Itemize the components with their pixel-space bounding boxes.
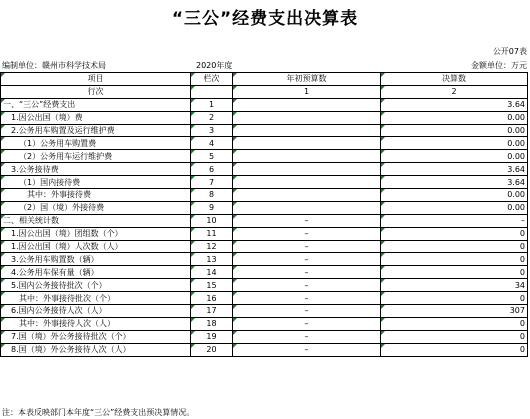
amount-unit: 金额单位：万元 bbox=[471, 61, 527, 70]
row-item: 1.因公出国（境）人次数（人） bbox=[1, 240, 191, 253]
row-budget: – bbox=[233, 240, 381, 253]
table-row bbox=[1, 343, 528, 356]
header-item: 项目 bbox=[1, 73, 191, 86]
row-final: 0.00 bbox=[381, 137, 528, 150]
row-budget: – bbox=[233, 214, 381, 227]
compiling-unit: 编制单位：赣州市科学技术局 bbox=[2, 61, 106, 70]
table-row bbox=[1, 305, 528, 318]
row-budget bbox=[233, 137, 381, 150]
row-item: 1.因公出国（境）费 bbox=[1, 111, 191, 124]
row-final: 307 bbox=[381, 305, 528, 318]
table-row bbox=[1, 227, 528, 240]
row-item: 二、相关统计数 bbox=[1, 214, 191, 227]
row-final: 3.64 bbox=[381, 163, 528, 176]
row-column-no: 12 bbox=[191, 240, 233, 253]
row-column-no: 14 bbox=[191, 266, 233, 279]
row-item: 1.因公出国（境）团组数（个） bbox=[1, 227, 191, 240]
row-column-no: 3 bbox=[191, 124, 233, 137]
row-budget: – bbox=[233, 266, 381, 279]
footnote: 注：本表反映部门本年度“三公”经费支出预决算情况。 bbox=[2, 408, 195, 417]
row-final: 0 bbox=[381, 330, 528, 343]
row-budget bbox=[233, 176, 381, 189]
row-budget: – bbox=[233, 253, 381, 266]
row-final: – bbox=[381, 214, 528, 227]
row-budget: – bbox=[233, 330, 381, 343]
row-budget: – bbox=[233, 317, 381, 330]
table-row bbox=[1, 240, 528, 253]
row-column-no: 1 bbox=[191, 98, 233, 111]
table-row bbox=[1, 124, 528, 137]
row-item: 7.国（境）外公务接待批次（个） bbox=[1, 330, 191, 343]
row-item: 4.公务用车保有量（辆） bbox=[1, 266, 191, 279]
row-budget bbox=[233, 111, 381, 124]
row-column-no: 2 bbox=[191, 111, 233, 124]
index-column-no bbox=[191, 85, 233, 98]
row-final: 0.00 bbox=[381, 124, 528, 137]
row-column-no: 11 bbox=[191, 227, 233, 240]
table-row bbox=[1, 98, 528, 111]
row-column-no: 13 bbox=[191, 253, 233, 266]
row-final: 3.64 bbox=[381, 98, 528, 111]
row-item: 一、“三公”经费支出 bbox=[1, 98, 191, 111]
row-item: （2）国（境）外接待费 bbox=[1, 201, 191, 214]
row-final: 0.00 bbox=[381, 189, 528, 202]
row-item: （1）国内接待费 bbox=[1, 176, 191, 189]
row-item: 2.公务用车购置及运行维护费 bbox=[1, 124, 191, 137]
form-number: 公开07表 bbox=[492, 47, 527, 56]
row-final: 0 bbox=[381, 240, 528, 253]
fiscal-year: 2020年度 bbox=[196, 61, 233, 70]
row-column-no: 6 bbox=[191, 163, 233, 176]
row-item: （1）公务用车购置费 bbox=[1, 137, 191, 150]
header-column-no: 栏次 bbox=[191, 73, 233, 86]
row-budget bbox=[233, 201, 381, 214]
row-final: 0 bbox=[381, 227, 528, 240]
table-row bbox=[1, 266, 528, 279]
table-row bbox=[1, 176, 528, 189]
row-item: 3.公务接待费 bbox=[1, 163, 191, 176]
table-row bbox=[1, 111, 528, 124]
table-row bbox=[1, 189, 528, 202]
row-column-no: 7 bbox=[191, 176, 233, 189]
table-row bbox=[1, 214, 528, 227]
row-column-no: 18 bbox=[191, 317, 233, 330]
row-column-no: 19 bbox=[191, 330, 233, 343]
table-row bbox=[1, 201, 528, 214]
row-item: 5.国内公务接待批次（个） bbox=[1, 279, 191, 292]
row-budget bbox=[233, 124, 381, 137]
row-item: 其中：外事接待费 bbox=[1, 189, 191, 202]
row-column-no: 15 bbox=[191, 279, 233, 292]
row-item: 6.国内公务接待人次（人） bbox=[1, 305, 191, 318]
row-final: 0 bbox=[381, 343, 528, 356]
row-budget: – bbox=[233, 292, 381, 305]
table-row bbox=[1, 279, 528, 292]
meta-line bbox=[0, 60, 530, 72]
row-budget: – bbox=[233, 227, 381, 240]
row-budget: – bbox=[233, 343, 381, 356]
header-final: 决算数 bbox=[381, 73, 528, 86]
row-budget bbox=[233, 163, 381, 176]
page-title: “三公”经费支出决算表 bbox=[171, 9, 359, 29]
row-column-no: 4 bbox=[191, 137, 233, 150]
row-final: 0.00 bbox=[381, 150, 528, 163]
row-budget bbox=[233, 150, 381, 163]
row-final: 3.64 bbox=[381, 176, 528, 189]
row-item: 3.公务用车购置数（辆） bbox=[1, 253, 191, 266]
row-budget: – bbox=[233, 279, 381, 292]
row-item: 其中：外事接待人次（人） bbox=[1, 317, 191, 330]
table-row bbox=[1, 253, 528, 266]
table-row bbox=[1, 137, 528, 150]
row-column-no: 5 bbox=[191, 150, 233, 163]
index-label: 行次 bbox=[1, 85, 191, 98]
row-final: 0.00 bbox=[381, 201, 528, 214]
row-item: （2）公务用车运行维护费 bbox=[1, 150, 191, 163]
row-column-no: 8 bbox=[191, 189, 233, 202]
table-row bbox=[1, 163, 528, 176]
row-final: 34 bbox=[381, 279, 528, 292]
index-budget: 1 bbox=[233, 85, 381, 98]
table-row bbox=[1, 330, 528, 343]
row-column-no: 16 bbox=[191, 292, 233, 305]
table-index-row bbox=[1, 85, 528, 98]
row-final: 0 bbox=[381, 317, 528, 330]
table-header-row bbox=[1, 73, 528, 86]
row-final: 0.00 bbox=[381, 111, 528, 124]
row-final: 0 bbox=[381, 266, 528, 279]
index-final: 2 bbox=[381, 85, 528, 98]
table-row bbox=[1, 292, 528, 305]
expense-table bbox=[0, 72, 528, 357]
table-row bbox=[1, 317, 528, 330]
row-column-no: 20 bbox=[191, 343, 233, 356]
row-column-no: 10 bbox=[191, 214, 233, 227]
row-item: 8.国（境）外公务接待人次（人） bbox=[1, 343, 191, 356]
row-column-no: 9 bbox=[191, 201, 233, 214]
header-budget: 年初预算数 bbox=[233, 73, 381, 86]
row-budget bbox=[233, 98, 381, 111]
row-final: 0 bbox=[381, 253, 528, 266]
table-row bbox=[1, 150, 528, 163]
row-budget bbox=[233, 189, 381, 202]
row-final: 0 bbox=[381, 292, 528, 305]
row-column-no: 17 bbox=[191, 305, 233, 318]
row-budget: – bbox=[233, 305, 381, 318]
row-item: 其中：外事接待批次（个） bbox=[1, 292, 191, 305]
